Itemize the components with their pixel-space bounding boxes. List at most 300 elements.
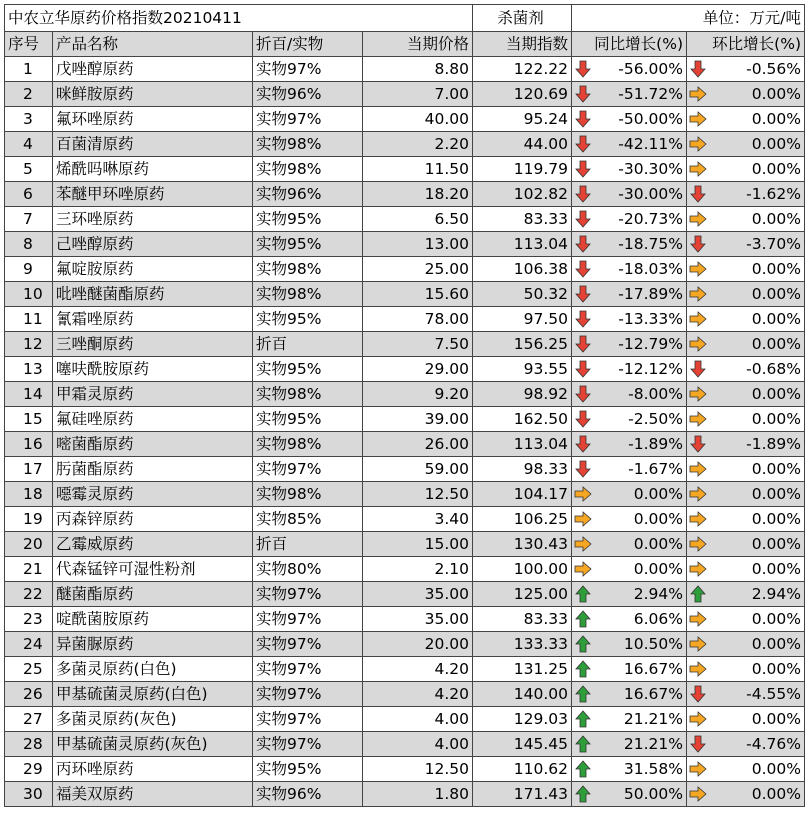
arrow-down-icon: [574, 85, 592, 103]
cell-yoy: [572, 207, 687, 232]
arrow-flat-icon: [689, 760, 707, 778]
cell-mom: [687, 732, 805, 757]
cell-price: 35.00: [363, 582, 473, 607]
cell-mom-value: 0.00%: [751, 560, 801, 578]
arrow-down-icon: [574, 210, 592, 228]
table-row: [5, 757, 805, 782]
cell-mom: [687, 207, 805, 232]
cell-spec: 实物97%: [253, 582, 363, 607]
cell-mom: [687, 482, 805, 507]
arrow-up-icon: [574, 635, 592, 653]
cell-product-name: 嘧菌酯原药: [53, 432, 253, 457]
cell-yoy: [572, 532, 687, 557]
cell-price: 26.00: [363, 432, 473, 457]
cell-yoy-value: -17.89%: [618, 285, 683, 303]
cell-price: 2.10: [363, 557, 473, 582]
cell-mom-value: -1.62%: [746, 185, 801, 203]
cell-price: 78.00: [363, 307, 473, 332]
cell-yoy-value: -1.67%: [628, 460, 683, 478]
arrow-flat-icon: [574, 560, 592, 578]
cell-yoy-value: 0.00%: [633, 535, 683, 553]
title-row: [5, 5, 805, 32]
cell-no: 30: [5, 782, 53, 807]
table-row: [5, 657, 805, 682]
cell-yoy-value: 0.00%: [633, 485, 683, 503]
cell-price: 2.20: [363, 132, 473, 157]
table-row: [5, 307, 805, 332]
cell-no: 13: [5, 357, 53, 382]
arrow-down-icon: [574, 135, 592, 153]
cell-price: 40.00: [363, 107, 473, 132]
cell-spec: 实物96%: [253, 782, 363, 807]
cell-price: 12.50: [363, 757, 473, 782]
cell-index: 131.25: [473, 657, 572, 682]
cell-mom-value: 0.00%: [751, 335, 801, 353]
cell-yoy-value: -8.00%: [628, 385, 683, 403]
cell-yoy: [572, 707, 687, 732]
arrow-flat-icon: [689, 310, 707, 328]
cell-product-name: 百菌清原药: [53, 132, 253, 157]
cell-yoy-value: -30.00%: [618, 185, 683, 203]
cell-yoy: [572, 432, 687, 457]
cell-mom-value: -4.55%: [746, 685, 801, 703]
cell-yoy: [572, 57, 687, 82]
cell-product-name: 丙森锌原药: [53, 507, 253, 532]
arrow-up-icon: [574, 660, 592, 678]
table-row: [5, 732, 805, 757]
cell-mom: [687, 257, 805, 282]
cell-product-name: 多菌灵原药(白色): [53, 657, 253, 682]
cell-no: 8: [5, 232, 53, 257]
cell-product-name: 异菌脲原药: [53, 632, 253, 657]
header-spec: 折百/实物: [253, 32, 363, 57]
cell-mom-value: 0.00%: [751, 310, 801, 328]
cell-mom-value: 0.00%: [751, 510, 801, 528]
cell-mom: [687, 407, 805, 432]
cell-mom-value: -3.70%: [746, 235, 801, 253]
cell-product-name: 氟硅唑原药: [53, 407, 253, 432]
cell-yoy: [572, 607, 687, 632]
cell-yoy: [572, 157, 687, 182]
cell-mom: [687, 657, 805, 682]
cell-spec: 实物95%: [253, 307, 363, 332]
cell-mom: [687, 182, 805, 207]
cell-price: 7.00: [363, 82, 473, 107]
table-title: 中农立华原药价格指数20210411: [5, 5, 473, 32]
cell-no: 22: [5, 582, 53, 607]
cell-mom-value: 0.00%: [751, 210, 801, 228]
header-index: 当期指数: [473, 32, 572, 57]
arrow-up-icon: [574, 785, 592, 803]
cell-spec: 实物97%: [253, 657, 363, 682]
header-yoy: 同比增长(%): [572, 32, 687, 57]
cell-yoy-value: 50.00%: [623, 785, 683, 803]
arrow-flat-icon: [689, 210, 707, 228]
cell-no: 11: [5, 307, 53, 332]
cell-yoy: [572, 632, 687, 657]
cell-mom: [687, 357, 805, 382]
cell-spec: 实物97%: [253, 707, 363, 732]
arrow-flat-icon: [574, 510, 592, 528]
arrow-flat-icon: [689, 785, 707, 803]
cell-product-name: 啶酰菌胺原药: [53, 607, 253, 632]
cell-price: 4.20: [363, 657, 473, 682]
cell-index: 104.17: [473, 482, 572, 507]
cell-index: 129.03: [473, 707, 572, 732]
cell-price: 25.00: [363, 257, 473, 282]
cell-no: 4: [5, 132, 53, 157]
cell-yoy-value: 21.21%: [623, 735, 683, 753]
cell-index: 130.43: [473, 532, 572, 557]
table-row: [5, 332, 805, 357]
cell-spec: 实物97%: [253, 682, 363, 707]
cell-spec: 实物96%: [253, 182, 363, 207]
cell-index: 133.33: [473, 632, 572, 657]
cell-index: 98.33: [473, 457, 572, 482]
cell-index: 83.33: [473, 207, 572, 232]
arrow-flat-icon: [689, 485, 707, 503]
cell-mom-value: 0.00%: [751, 710, 801, 728]
cell-product-name: 氰霜唑原药: [53, 307, 253, 332]
arrow-down-icon: [689, 185, 707, 203]
cell-index: 106.25: [473, 507, 572, 532]
cell-mom-value: 0.00%: [751, 135, 801, 153]
cell-yoy: [572, 307, 687, 332]
cell-price: 15.60: [363, 282, 473, 307]
cell-yoy-value: 0.00%: [633, 510, 683, 528]
cell-no: 1: [5, 57, 53, 82]
cell-spec: 实物97%: [253, 457, 363, 482]
cell-price: 8.80: [363, 57, 473, 82]
cell-no: 5: [5, 157, 53, 182]
cell-yoy: [572, 232, 687, 257]
cell-no: 9: [5, 257, 53, 282]
cell-product-name: 福美双原药: [53, 782, 253, 807]
table-row: [5, 532, 805, 557]
cell-yoy-value: -50.00%: [618, 110, 683, 128]
cell-spec: 折百: [253, 532, 363, 557]
cell-mom: [687, 757, 805, 782]
cell-mom: [687, 132, 805, 157]
cell-product-name: 己唑醇原药: [53, 232, 253, 257]
cell-mom-value: 0.00%: [751, 410, 801, 428]
arrow-down-icon: [574, 160, 592, 178]
cell-product-name: 三环唑原药: [53, 207, 253, 232]
cell-product-name: 多菌灵原药(灰色): [53, 707, 253, 732]
table-row: [5, 57, 805, 82]
cell-yoy-value: 16.67%: [623, 685, 683, 703]
cell-product-name: 丙环唑原药: [53, 757, 253, 782]
cell-index: 106.38: [473, 257, 572, 282]
cell-price: 11.50: [363, 157, 473, 182]
cell-price: 12.50: [363, 482, 473, 507]
cell-no: 17: [5, 457, 53, 482]
arrow-down-icon: [574, 235, 592, 253]
arrow-flat-icon: [689, 260, 707, 278]
cell-spec: 实物98%: [253, 282, 363, 307]
arrow-flat-icon: [574, 535, 592, 553]
cell-mom-value: 0.00%: [751, 385, 801, 403]
arrow-up-icon: [574, 710, 592, 728]
cell-spec: 实物95%: [253, 757, 363, 782]
cell-index: 44.00: [473, 132, 572, 157]
cell-spec: 实物95%: [253, 407, 363, 432]
cell-yoy-value: -12.12%: [618, 360, 683, 378]
table-row: [5, 157, 805, 182]
cell-spec: 实物85%: [253, 507, 363, 532]
arrow-flat-icon: [689, 385, 707, 403]
cell-yoy: [572, 482, 687, 507]
cell-mom: [687, 707, 805, 732]
cell-yoy-value: 31.58%: [623, 760, 683, 778]
cell-mom-value: 0.00%: [751, 785, 801, 803]
cell-price: 59.00: [363, 457, 473, 482]
cell-product-name: 代森锰锌可湿性粉剂: [53, 557, 253, 582]
arrow-up-icon: [574, 760, 592, 778]
cell-mom-value: 0.00%: [751, 285, 801, 303]
cell-no: 16: [5, 432, 53, 457]
arrow-up-icon: [574, 610, 592, 628]
cell-product-name: 氟环唑原药: [53, 107, 253, 132]
cell-product-name: 醚菌酯原药: [53, 582, 253, 607]
table-row: [5, 482, 805, 507]
arrow-flat-icon: [689, 710, 707, 728]
cell-spec: 实物97%: [253, 732, 363, 757]
cell-yoy: [572, 557, 687, 582]
cell-yoy-value: -51.72%: [618, 85, 683, 103]
cell-mom-value: 0.00%: [751, 635, 801, 653]
cell-index: 83.33: [473, 607, 572, 632]
cell-yoy: [572, 282, 687, 307]
cell-no: 10: [5, 282, 53, 307]
cell-no: 23: [5, 607, 53, 632]
cell-yoy: [572, 757, 687, 782]
cell-product-name: 苯醚甲环唑原药: [53, 182, 253, 207]
arrow-flat-icon: [689, 410, 707, 428]
cell-yoy-value: -2.50%: [628, 410, 683, 428]
cell-price: 29.00: [363, 357, 473, 382]
cell-yoy: [572, 132, 687, 157]
cell-yoy: [572, 182, 687, 207]
arrow-down-icon: [574, 260, 592, 278]
cell-mom: [687, 382, 805, 407]
arrow-flat-icon: [689, 335, 707, 353]
cell-spec: 实物98%: [253, 157, 363, 182]
arrow-flat-icon: [689, 135, 707, 153]
cell-product-name: 咪鲜胺原药: [53, 82, 253, 107]
cell-yoy-value: 0.00%: [633, 560, 683, 578]
table-row: [5, 707, 805, 732]
arrow-down-icon: [574, 110, 592, 128]
cell-mom-value: 0.00%: [751, 660, 801, 678]
cell-product-name: 肟菌酯原药: [53, 457, 253, 482]
table-row: [5, 782, 805, 807]
cell-no: 26: [5, 682, 53, 707]
cell-yoy: [572, 682, 687, 707]
arrow-down-icon: [689, 435, 707, 453]
cell-no: 27: [5, 707, 53, 732]
header-no: 序号: [5, 32, 53, 57]
arrow-down-icon: [574, 385, 592, 403]
cell-yoy: [572, 782, 687, 807]
arrow-down-icon: [574, 285, 592, 303]
cell-spec: 实物96%: [253, 82, 363, 107]
cell-index: 140.00: [473, 682, 572, 707]
cell-index: 156.25: [473, 332, 572, 357]
cell-spec: 实物95%: [253, 357, 363, 382]
cell-no: 15: [5, 407, 53, 432]
cell-yoy-value: -56.00%: [618, 60, 683, 78]
cell-mom: [687, 157, 805, 182]
cell-spec: 实物97%: [253, 57, 363, 82]
arrow-down-icon: [574, 360, 592, 378]
arrow-flat-icon: [689, 460, 707, 478]
arrow-up-icon: [689, 585, 707, 603]
arrow-down-icon: [574, 310, 592, 328]
cell-price: 39.00: [363, 407, 473, 432]
arrow-down-icon: [689, 360, 707, 378]
arrow-down-icon: [574, 335, 592, 353]
cell-price: 7.50: [363, 332, 473, 357]
arrow-flat-icon: [689, 85, 707, 103]
cell-mom: [687, 682, 805, 707]
cell-product-name: 噁霉灵原药: [53, 482, 253, 507]
cell-spec: 实物97%: [253, 107, 363, 132]
cell-yoy-value: -12.79%: [618, 335, 683, 353]
cell-yoy-value: 16.67%: [623, 660, 683, 678]
cell-index: 145.45: [473, 732, 572, 757]
cell-mom: [687, 282, 805, 307]
table-row: [5, 382, 805, 407]
arrow-flat-icon: [689, 635, 707, 653]
cell-yoy: [572, 582, 687, 607]
table-row: [5, 457, 805, 482]
cell-price: 1.80: [363, 782, 473, 807]
cell-yoy: [572, 457, 687, 482]
cell-mom-value: 0.00%: [751, 535, 801, 553]
arrow-flat-icon: [689, 285, 707, 303]
table-row: [5, 607, 805, 632]
arrow-up-icon: [574, 735, 592, 753]
arrow-flat-icon: [689, 610, 707, 628]
cell-mom: [687, 107, 805, 132]
cell-mom: [687, 582, 805, 607]
cell-yoy-value: 6.06%: [633, 610, 683, 628]
cell-mom: [687, 507, 805, 532]
table-row: [5, 357, 805, 382]
cell-product-name: 甲霜灵原药: [53, 382, 253, 407]
cell-yoy-value: -42.11%: [618, 135, 683, 153]
cell-no: 24: [5, 632, 53, 657]
cell-mom: [687, 307, 805, 332]
cell-index: 113.04: [473, 432, 572, 457]
cell-price: 4.00: [363, 707, 473, 732]
cell-product-name: 戊唑醇原药: [53, 57, 253, 82]
cell-index: 125.00: [473, 582, 572, 607]
cell-product-name: 氟啶胺原药: [53, 257, 253, 282]
arrow-down-icon: [689, 235, 707, 253]
table-row: [5, 182, 805, 207]
cell-yoy-value: -18.75%: [618, 235, 683, 253]
table-row: [5, 282, 805, 307]
table-row: [5, 632, 805, 657]
table-row: [5, 207, 805, 232]
cell-mom-value: 0.00%: [751, 260, 801, 278]
cell-spec: 实物80%: [253, 557, 363, 582]
cell-yoy: [572, 507, 687, 532]
table-row: [5, 682, 805, 707]
cell-spec: 实物95%: [253, 232, 363, 257]
cell-no: 25: [5, 657, 53, 682]
cell-no: 3: [5, 107, 53, 132]
cell-mom-value: 0.00%: [751, 460, 801, 478]
cell-yoy: [572, 107, 687, 132]
table-row: [5, 82, 805, 107]
cell-no: 2: [5, 82, 53, 107]
table-row: [5, 232, 805, 257]
arrow-down-icon: [574, 185, 592, 203]
header-price: 当期价格: [363, 32, 473, 57]
cell-mom-value: -1.89%: [746, 435, 801, 453]
cell-no: 19: [5, 507, 53, 532]
table-row: [5, 432, 805, 457]
cell-mom-value: -0.68%: [746, 360, 801, 378]
cell-index: 97.50: [473, 307, 572, 332]
header-name: 产品名称: [53, 32, 253, 57]
cell-price: 9.20: [363, 382, 473, 407]
cell-price: 6.50: [363, 207, 473, 232]
cell-yoy: [572, 657, 687, 682]
cell-no: 14: [5, 382, 53, 407]
arrow-flat-icon: [689, 510, 707, 528]
cell-mom: [687, 232, 805, 257]
cell-product-name: 噻呋酰胺原药: [53, 357, 253, 382]
arrow-flat-icon: [574, 485, 592, 503]
cell-yoy: [572, 257, 687, 282]
cell-mom-value: 0.00%: [751, 485, 801, 503]
cell-yoy-value: -18.03%: [618, 260, 683, 278]
arrow-down-icon: [689, 60, 707, 78]
cell-no: 20: [5, 532, 53, 557]
arrow-down-icon: [574, 410, 592, 428]
cell-price: 4.20: [363, 682, 473, 707]
cell-spec: 实物97%: [253, 632, 363, 657]
table-row: [5, 257, 805, 282]
cell-mom: [687, 532, 805, 557]
cell-price: 18.20: [363, 182, 473, 207]
arrow-down-icon: [689, 735, 707, 753]
cell-index: 98.92: [473, 382, 572, 407]
cell-index: 102.82: [473, 182, 572, 207]
cell-spec: 折百: [253, 332, 363, 357]
cell-mom: [687, 432, 805, 457]
cell-no: 28: [5, 732, 53, 757]
cell-no: 7: [5, 207, 53, 232]
cell-no: 12: [5, 332, 53, 357]
cell-mom: [687, 57, 805, 82]
cell-product-name: 乙霉威原药: [53, 532, 253, 557]
cell-yoy: [572, 332, 687, 357]
arrow-flat-icon: [689, 160, 707, 178]
arrow-down-icon: [574, 435, 592, 453]
cell-index: 122.22: [473, 57, 572, 82]
cell-yoy-value: 2.94%: [633, 585, 683, 603]
cell-spec: 实物98%: [253, 482, 363, 507]
cell-yoy: [572, 357, 687, 382]
cell-mom-value: 0.00%: [751, 610, 801, 628]
cell-index: 119.79: [473, 157, 572, 182]
cell-yoy: [572, 82, 687, 107]
